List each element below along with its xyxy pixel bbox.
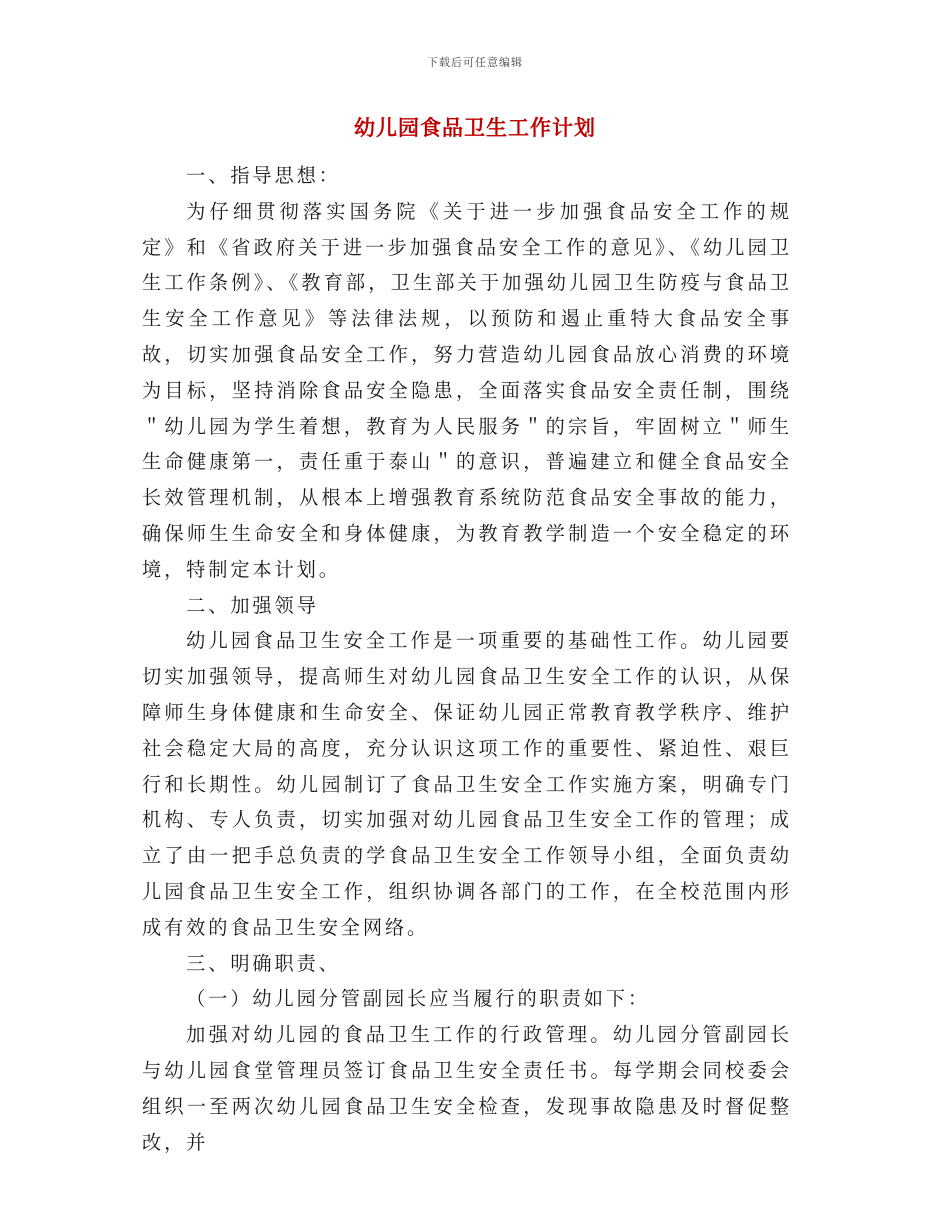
section-heading-leadership: 二、加强领导 [186, 593, 319, 617]
section-heading-guiding-ideology: 一、指导思想： [186, 164, 341, 187]
header-note: 下载后可任意编辑 [427, 56, 523, 69]
paragraph-leadership: 幼儿园食品卫生安全工作是一项重要的基础性工作。幼儿园要切实加强领导，提高师生对幼儿园食品卫生安全工作的认识，从保障师生身体健康和生命安全、保证幼儿园正常教育教学秩序、维护社会稳定大局的高度，充分认识这项工作的重要性、紧迫性、艰巨行和长期性。幼儿园制订了食品卫生安全工作实施方案，明确专门机构、专人负责，切实加强对幼儿园食品卫生安全工作的管理；成立了由一把手总负责的学食品卫生安全工作领导小组，全面负责幼儿园食品卫生安全工作，组织协调各部门的工作，在全校范围内形成有效的食品卫生安全网络。 [142, 629, 792, 939]
subsection-heading-vice-principal: （一）幼儿园分管副园长应当履行的职责如下： [186, 987, 650, 1011]
document-title: 幼儿园食品卫生工作计划 [354, 116, 596, 140]
paragraph-guiding-ideology: 为仔细贯彻落实国务院《关于进一步加强食品安全工作的规定》和《省政府关于进一步加强食品安全工作的意见》、《幼儿园卫生工作条例》、《教育部，卫生部关于加强幼儿园卫生防疫与食品卫生安全工作意见》等法律法规，以预防和遏止重特大食品安全事故，切实加强食品安全工作，努力营造幼儿园食品放心消费的环境为目标，坚持消除食品安全隐患，全面落实食品安全责任制，围绕＂幼儿园为学生着想，教育为人民服务＂的宗旨，牢固树立＂师生生命健康第一，责任重于泰山＂的意识，普遍建立和健全食品安全长效管理机制，从根本上增强教育系统防范食品安全事故的能力，确保师生生命安全和身体健康，为教育教学制造一个安全稳定的环境，特制定本计划。 [142, 199, 792, 581]
document-body [142, 158, 792, 1160]
paragraph-vice-principal: 加强对幼儿园的食品卫生工作的行政管理。幼儿园分管副园长与幼儿园食堂管理员签订食品卫生安全责任书。每学期会同校委会组织一至两次幼儿园食品卫生安全检查，发现事故隐患及时督促整改，并 [142, 1023, 792, 1154]
section-heading-responsibilities: 三、明确职责、 [186, 951, 341, 975]
